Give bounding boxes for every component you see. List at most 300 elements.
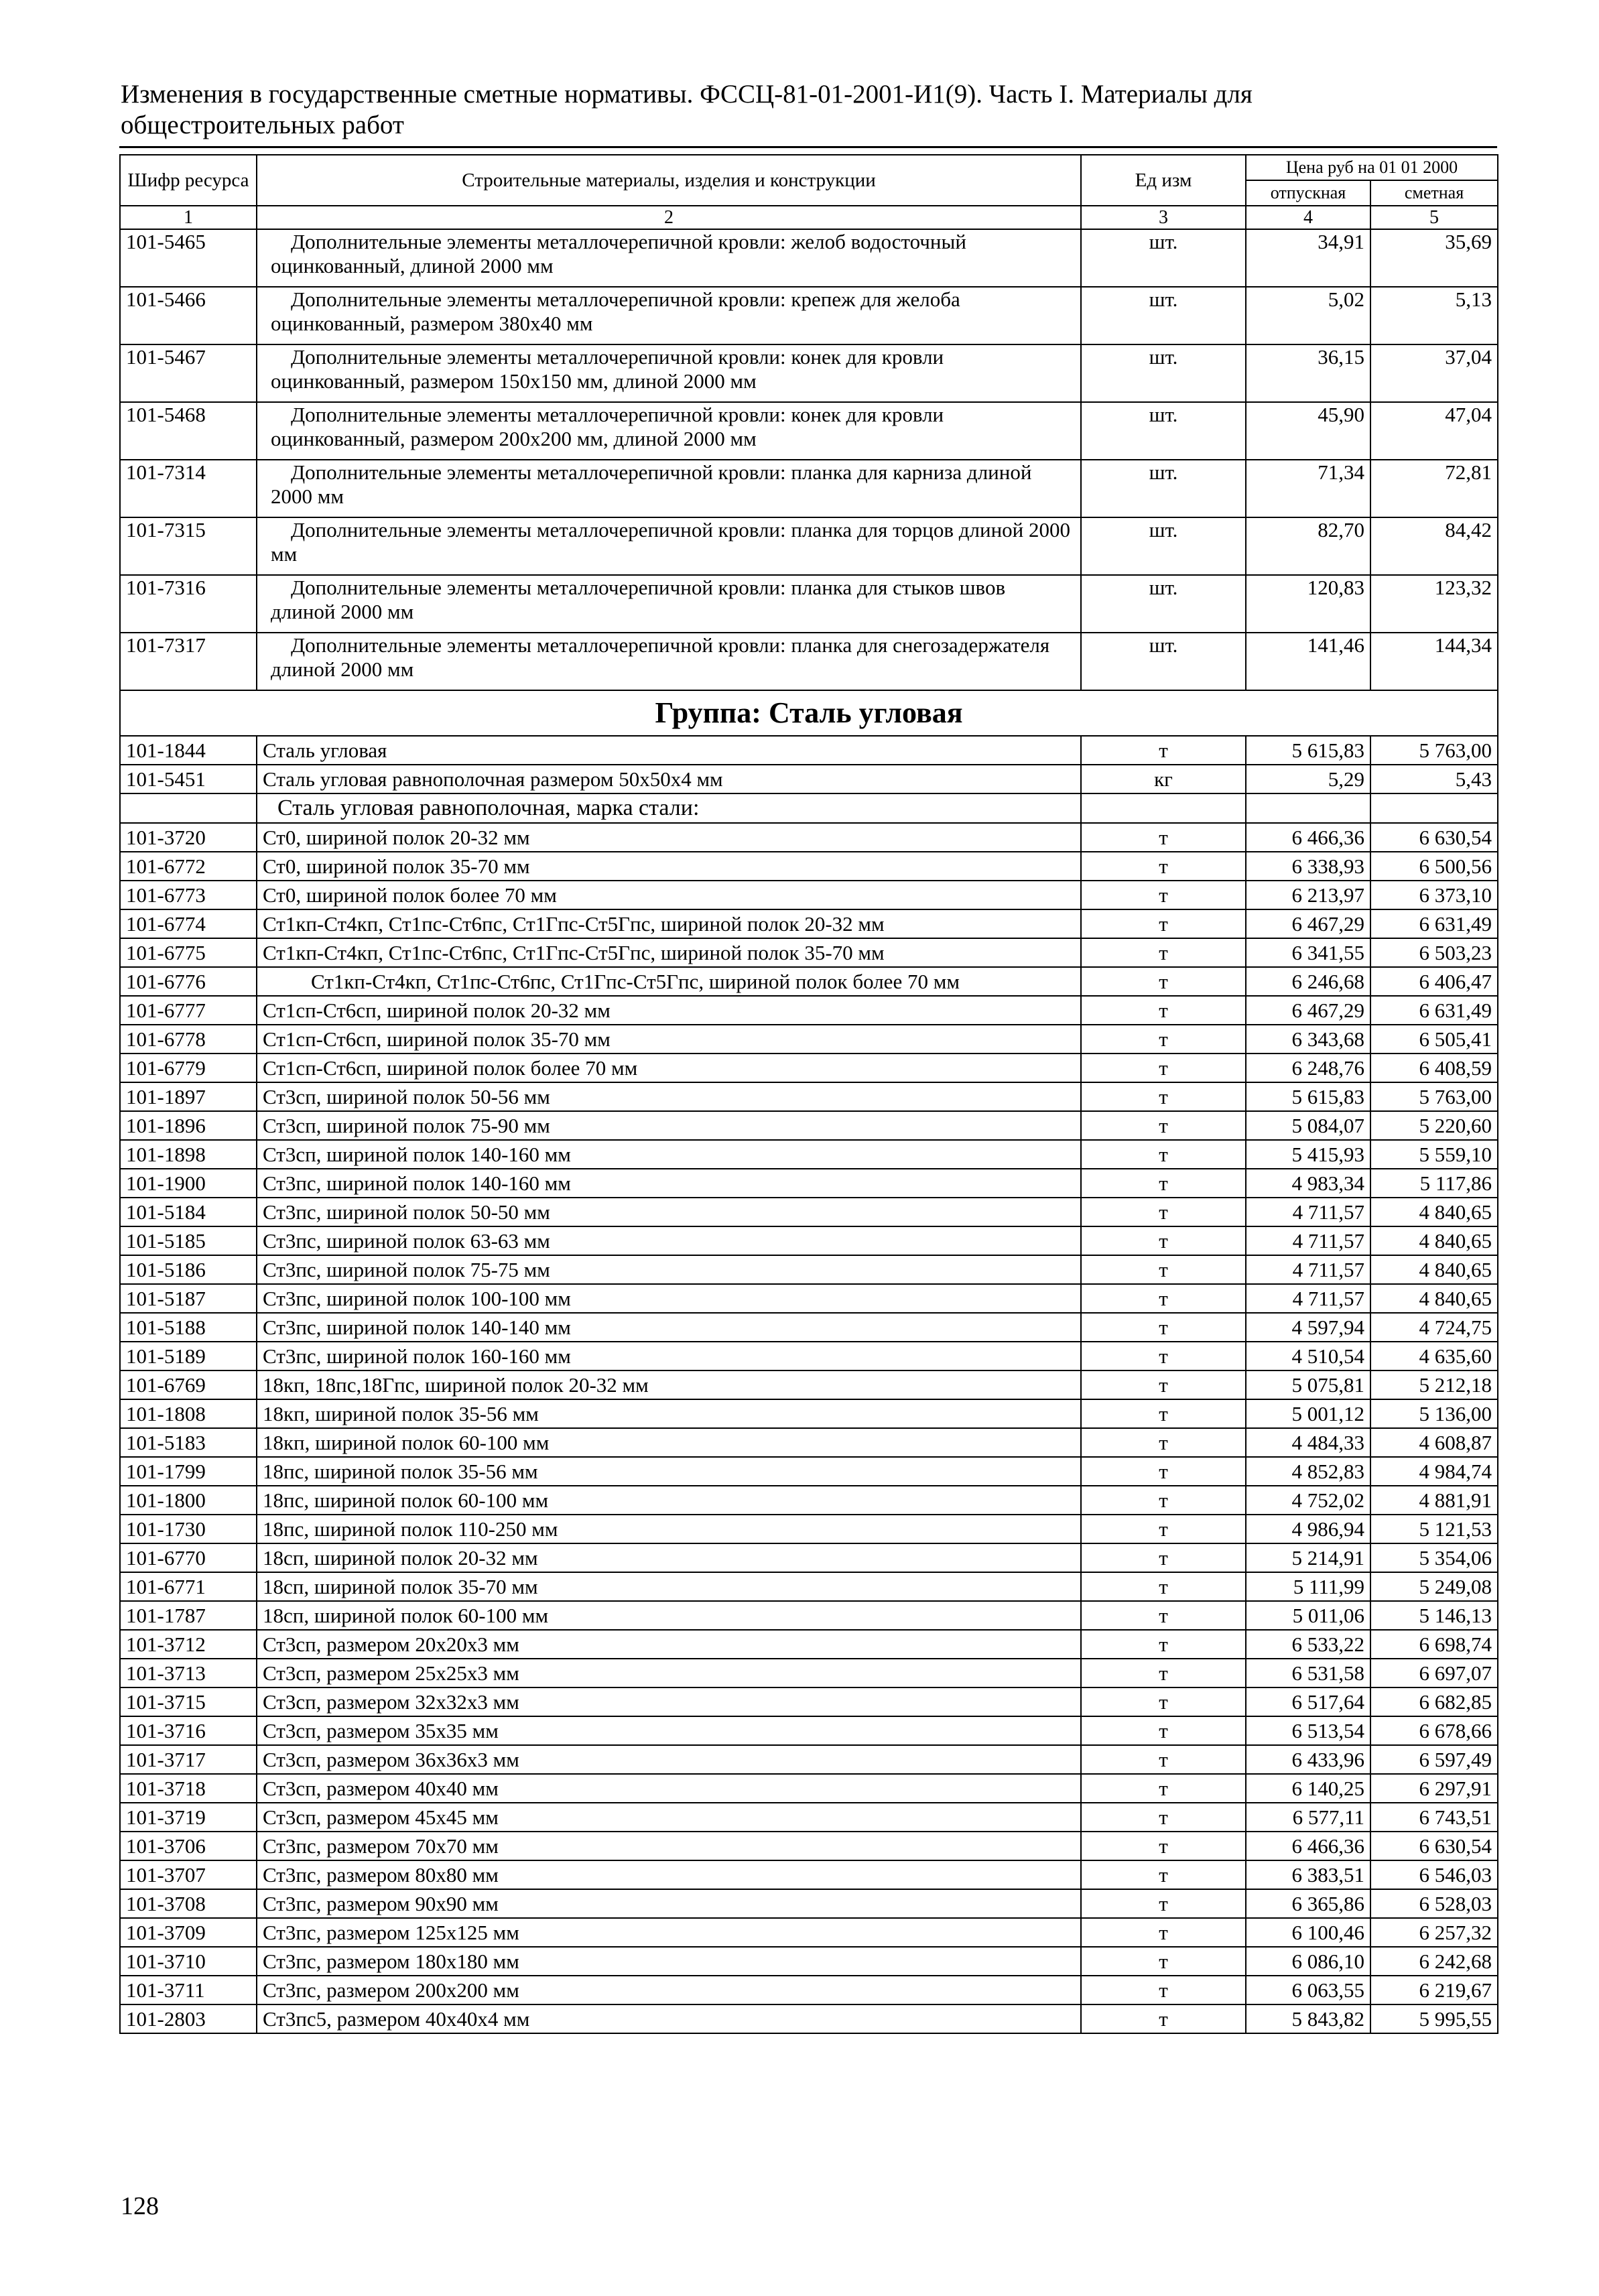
material-name: Ст3сп, шириной полок 140-160 мм xyxy=(257,1140,1081,1169)
resource-code: 101-3710 xyxy=(120,1947,257,1976)
unit-cell: т xyxy=(1081,1803,1246,1832)
subheading-blank xyxy=(120,793,257,823)
resource-code: 101-3706 xyxy=(120,1832,257,1860)
material-name: Ст3сп, размером 40x40 мм xyxy=(257,1774,1081,1803)
resource-code: 101-3720 xyxy=(120,823,257,852)
estimate-price: 6 631,49 xyxy=(1370,909,1498,938)
unit-cell: т xyxy=(1081,1601,1246,1630)
release-price: 4 983,34 xyxy=(1246,1169,1370,1198)
estimate-price: 123,32 xyxy=(1370,575,1498,633)
material-name: Ст3сп, размером 25x25x3 мм xyxy=(257,1659,1081,1687)
unit-cell: т xyxy=(1081,1515,1246,1543)
estimate-price: 4 840,65 xyxy=(1370,1226,1498,1255)
column-number: 5 xyxy=(1370,206,1498,229)
resource-code: 101-3715 xyxy=(120,1687,257,1716)
header-line-2: общестроительных работ xyxy=(121,111,404,139)
material-name: Ст3сп, шириной полок 75-90 мм xyxy=(257,1111,1081,1140)
unit-cell: т xyxy=(1081,1745,1246,1774)
unit-cell: т xyxy=(1081,852,1246,881)
unit-cell: шт. xyxy=(1081,460,1246,517)
table-row xyxy=(120,1918,1498,1947)
group-row xyxy=(120,690,1498,736)
unit-cell: т xyxy=(1081,1774,1246,1803)
unit-cell: т xyxy=(1081,1486,1246,1515)
column-number: 3 xyxy=(1081,206,1246,229)
table-row xyxy=(120,460,1498,517)
material-name: Ст3пс, шириной полок 140-140 мм xyxy=(257,1313,1081,1342)
estimate-price: 6 743,51 xyxy=(1370,1803,1498,1832)
release-price: 141,46 xyxy=(1246,633,1370,690)
estimate-price: 6 698,74 xyxy=(1370,1630,1498,1659)
column-number-row xyxy=(120,206,1498,229)
material-name: 18кп, 18пс,18Гпс, шириной полок 20-32 мм xyxy=(257,1370,1081,1399)
unit-cell: т xyxy=(1081,1054,1246,1082)
estimate-price: 4 608,87 xyxy=(1370,1428,1498,1457)
estimate-price: 6 682,85 xyxy=(1370,1687,1498,1716)
material-name: Ст3пс, размером 125x125 мм xyxy=(257,1918,1081,1947)
estimate-price: 84,42 xyxy=(1370,517,1498,575)
table-row xyxy=(120,1543,1498,1572)
resource-code: 101-6774 xyxy=(120,909,257,938)
unit-cell: т xyxy=(1081,1572,1246,1601)
resource-code: 101-3712 xyxy=(120,1630,257,1659)
release-price: 6 086,10 xyxy=(1246,1947,1370,1976)
table-row xyxy=(120,1947,1498,1976)
table-row xyxy=(120,1284,1498,1313)
estimate-price: 6 500,56 xyxy=(1370,852,1498,881)
estimate-price: 37,04 xyxy=(1370,344,1498,402)
resource-code: 101-3709 xyxy=(120,1918,257,1947)
resource-code: 101-3719 xyxy=(120,1803,257,1832)
unit-cell: т xyxy=(1081,1169,1246,1198)
table-row xyxy=(120,1803,1498,1832)
header-estimate-price: сметная xyxy=(1370,180,1498,206)
header-release-price: отпускная xyxy=(1246,180,1370,206)
table-row xyxy=(120,1313,1498,1342)
estimate-price: 6 597,49 xyxy=(1370,1745,1498,1774)
unit-cell: т xyxy=(1081,1111,1246,1140)
table-row xyxy=(120,1457,1498,1486)
material-name: 18сп, шириной полок 20-32 мм xyxy=(257,1543,1081,1572)
unit-cell: т xyxy=(1081,1543,1246,1572)
table-row xyxy=(120,1745,1498,1774)
estimate-price: 5 559,10 xyxy=(1370,1140,1498,1169)
resource-code: 101-5189 xyxy=(120,1342,257,1370)
resource-code: 101-3711 xyxy=(120,1976,257,2004)
estimate-price: 6 505,41 xyxy=(1370,1025,1498,1054)
resource-code: 101-6776 xyxy=(120,967,257,996)
resource-code: 101-7315 xyxy=(120,517,257,575)
subheading-text: Сталь угловая равнополочная, марка стали: xyxy=(257,793,1081,823)
material-name: Ст3пс, размером 200x200 мм xyxy=(257,1976,1081,2004)
table-row xyxy=(120,938,1498,967)
material-name: Дополнительные элементы металлочерепичной кровли: желоб водосточный оцинкованный, длиной 2000 мм xyxy=(257,229,1081,287)
resource-code: 101-5185 xyxy=(120,1226,257,1255)
table-row xyxy=(120,967,1498,996)
header-price: Цена руб на 01 01 2000 xyxy=(1246,155,1498,180)
unit-cell: шт. xyxy=(1081,402,1246,460)
page-header xyxy=(121,79,1501,141)
material-name: Ст3пс, размером 80x80 мм xyxy=(257,1860,1081,1889)
table-row xyxy=(120,402,1498,460)
estimate-price: 4 840,65 xyxy=(1370,1255,1498,1284)
release-price: 6 248,76 xyxy=(1246,1054,1370,1082)
unit-cell: т xyxy=(1081,736,1246,765)
estimate-price: 6 503,23 xyxy=(1370,938,1498,967)
table-row xyxy=(120,909,1498,938)
estimate-price: 6 373,10 xyxy=(1370,881,1498,909)
resource-code: 101-7317 xyxy=(120,633,257,690)
unit-cell: т xyxy=(1081,1860,1246,1889)
unit-cell: т xyxy=(1081,938,1246,967)
resource-code: 101-3716 xyxy=(120,1716,257,1745)
resource-code: 101-6773 xyxy=(120,881,257,909)
table-row xyxy=(120,1140,1498,1169)
resource-code: 101-6770 xyxy=(120,1543,257,1572)
material-name: 18сп, шириной полок 60-100 мм xyxy=(257,1601,1081,1630)
resource-code: 101-2803 xyxy=(120,2004,257,2033)
estimate-price: 6 257,32 xyxy=(1370,1918,1498,1947)
estimate-price: 6 219,67 xyxy=(1370,1976,1498,2004)
unit-cell: шт. xyxy=(1081,633,1246,690)
resource-code: 101-1896 xyxy=(120,1111,257,1140)
table-row xyxy=(120,1111,1498,1140)
resource-code: 101-3713 xyxy=(120,1659,257,1687)
resource-code: 101-6779 xyxy=(120,1054,257,1082)
release-price: 4 711,57 xyxy=(1246,1198,1370,1226)
table-row xyxy=(120,1659,1498,1687)
release-price: 5 084,07 xyxy=(1246,1111,1370,1140)
table-row xyxy=(120,1976,1498,2004)
header-line-1: Изменения в государственные сметные нормативы. ФССЦ-81-01-2001-И1(9). Часть I. Материалы для xyxy=(121,80,1253,109)
material-name: 18сп, шириной полок 35-70 мм xyxy=(257,1572,1081,1601)
material-name: Ст0, шириной полок 20-32 мм xyxy=(257,823,1081,852)
unit-cell: т xyxy=(1081,1457,1246,1486)
resource-code: 101-5468 xyxy=(120,402,257,460)
material-name: Ст3пс, шириной полок 63-63 мм xyxy=(257,1226,1081,1255)
release-price: 6 513,54 xyxy=(1246,1716,1370,1745)
unit-cell: т xyxy=(1081,1889,1246,1918)
material-name: Ст3сп, шириной полок 50-56 мм xyxy=(257,1082,1081,1111)
resource-code: 101-1844 xyxy=(120,736,257,765)
table-row xyxy=(120,1832,1498,1860)
estimate-price: 6 631,49 xyxy=(1370,996,1498,1025)
table-row xyxy=(120,229,1498,287)
unit-cell: т xyxy=(1081,2004,1246,2033)
resource-code: 101-6775 xyxy=(120,938,257,967)
table-row xyxy=(120,633,1498,690)
roofing-elements-rows xyxy=(120,229,1498,690)
estimate-price: 6 630,54 xyxy=(1370,823,1498,852)
estimate-price: 6 408,59 xyxy=(1370,1054,1498,1082)
estimate-price: 6 697,07 xyxy=(1370,1659,1498,1687)
table-row xyxy=(120,1716,1498,1745)
release-price: 6 383,51 xyxy=(1246,1860,1370,1889)
unit-cell: т xyxy=(1081,1918,1246,1947)
estimate-price: 6 678,66 xyxy=(1370,1716,1498,1745)
table-row xyxy=(120,881,1498,909)
release-price: 6 100,46 xyxy=(1246,1918,1370,1947)
unit-cell: т xyxy=(1081,881,1246,909)
estimate-price: 5 763,00 xyxy=(1370,736,1498,765)
table-row xyxy=(120,1774,1498,1803)
release-price: 6 433,96 xyxy=(1246,1745,1370,1774)
estimate-price: 4 840,65 xyxy=(1370,1198,1498,1226)
release-price: 6 341,55 xyxy=(1246,938,1370,967)
header-name: Строительные материалы, изделия и конструкции xyxy=(257,155,1081,206)
material-name: Дополнительные элементы металлочерепичной кровли: планка для торцов длиной 2000 мм xyxy=(257,517,1081,575)
material-name: Ст3пс, размером 70x70 мм xyxy=(257,1832,1081,1860)
material-name: 18пс, шириной полок 110-250 мм xyxy=(257,1515,1081,1543)
resource-code: 101-5187 xyxy=(120,1284,257,1313)
table-row xyxy=(120,1198,1498,1226)
release-price: 6 213,97 xyxy=(1246,881,1370,909)
estimate-price: 5 136,00 xyxy=(1370,1399,1498,1428)
release-price: 36,15 xyxy=(1246,344,1370,402)
release-price: 120,83 xyxy=(1246,575,1370,633)
estimate-price: 4 984,74 xyxy=(1370,1457,1498,1486)
unit-cell: т xyxy=(1081,1716,1246,1745)
estimate-price: 4 724,75 xyxy=(1370,1313,1498,1342)
table-row xyxy=(120,344,1498,402)
release-price: 6 343,68 xyxy=(1246,1025,1370,1054)
estimate-price: 4 635,60 xyxy=(1370,1342,1498,1370)
release-price: 6 246,68 xyxy=(1246,967,1370,996)
header-divider xyxy=(119,146,1497,148)
table-row xyxy=(120,1370,1498,1399)
subheading-section xyxy=(120,793,1498,823)
material-name: Ст3пс, шириной полок 140-160 мм xyxy=(257,1169,1081,1198)
material-name: Ст0, шириной полок 35-70 мм xyxy=(257,852,1081,881)
unit-cell: т xyxy=(1081,1370,1246,1399)
release-price: 6 531,58 xyxy=(1246,1659,1370,1687)
angle-steel-rows xyxy=(120,736,1498,793)
material-name: Ст3пс, размером 90x90 мм xyxy=(257,1889,1081,1918)
unit-cell: т xyxy=(1081,1313,1246,1342)
unit-cell: т xyxy=(1081,1976,1246,2004)
release-price: 6 466,36 xyxy=(1246,823,1370,852)
unit-cell: т xyxy=(1081,967,1246,996)
table-row xyxy=(120,1515,1498,1543)
release-price: 34,91 xyxy=(1246,229,1370,287)
release-price: 4 752,02 xyxy=(1246,1486,1370,1515)
table-row xyxy=(120,1399,1498,1428)
resource-code: 101-1730 xyxy=(120,1515,257,1543)
material-name: Дополнительные элементы металлочерепичной кровли: крепеж для желоба оцинкованный, размером 380x40 мм xyxy=(257,287,1081,344)
material-name: Ст3пс, шириной полок 100-100 мм xyxy=(257,1284,1081,1313)
release-price: 6 467,29 xyxy=(1246,909,1370,938)
unit-cell: т xyxy=(1081,1687,1246,1716)
table-row xyxy=(120,823,1498,852)
release-price: 4 711,57 xyxy=(1246,1255,1370,1284)
table-row xyxy=(120,1572,1498,1601)
estimate-price: 6 406,47 xyxy=(1370,967,1498,996)
resource-code: 101-5465 xyxy=(120,229,257,287)
resource-code: 101-5188 xyxy=(120,1313,257,1342)
resource-code: 101-5466 xyxy=(120,287,257,344)
estimate-price: 4 840,65 xyxy=(1370,1284,1498,1313)
unit-cell: т xyxy=(1081,1284,1246,1313)
resource-code: 101-3707 xyxy=(120,1860,257,1889)
material-name: Ст3сп, размером 45x45 мм xyxy=(257,1803,1081,1832)
resource-code: 101-6778 xyxy=(120,1025,257,1054)
release-price: 6 467,29 xyxy=(1246,996,1370,1025)
release-price: 4 711,57 xyxy=(1246,1226,1370,1255)
subheading-blank xyxy=(1370,793,1498,823)
unit-cell: т xyxy=(1081,1342,1246,1370)
table-row xyxy=(120,517,1498,575)
unit-cell: т xyxy=(1081,1832,1246,1860)
release-price: 4 986,94 xyxy=(1246,1515,1370,1543)
estimate-price: 5,13 xyxy=(1370,287,1498,344)
estimate-price: 5 212,18 xyxy=(1370,1370,1498,1399)
estimate-price: 47,04 xyxy=(1370,402,1498,460)
estimate-price: 6 242,68 xyxy=(1370,1947,1498,1976)
material-name: Ст1сп-Ст6сп, шириной полок 35-70 мм xyxy=(257,1025,1081,1054)
material-name: Ст1кп-Ст4кп, Ст1пс-Ст6пс, Ст1Гпс-Ст5Гпс, шириной полок 20-32 мм xyxy=(257,909,1081,938)
release-price: 5 214,91 xyxy=(1246,1543,1370,1572)
estimate-price: 5,43 xyxy=(1370,765,1498,793)
table-row xyxy=(120,287,1498,344)
resource-code: 101-1900 xyxy=(120,1169,257,1198)
resource-code: 101-1799 xyxy=(120,1457,257,1486)
unit-cell: шт. xyxy=(1081,229,1246,287)
resource-code: 101-5186 xyxy=(120,1255,257,1284)
resource-code: 101-5467 xyxy=(120,344,257,402)
material-name: Ст3сп, размером 36x36x3 мм xyxy=(257,1745,1081,1774)
resource-code: 101-7316 xyxy=(120,575,257,633)
unit-cell: т xyxy=(1081,1198,1246,1226)
table-row xyxy=(120,736,1498,765)
estimate-price: 5 249,08 xyxy=(1370,1572,1498,1601)
material-name: Сталь угловая xyxy=(257,736,1081,765)
release-price: 45,90 xyxy=(1246,402,1370,460)
resource-code: 101-3708 xyxy=(120,1889,257,1918)
material-name: 18пс, шириной полок 35-56 мм xyxy=(257,1457,1081,1486)
table-row xyxy=(120,1860,1498,1889)
release-price: 5,29 xyxy=(1246,765,1370,793)
unit-cell: т xyxy=(1081,1082,1246,1111)
estimate-price: 6 528,03 xyxy=(1370,1889,1498,1918)
table-row xyxy=(120,765,1498,793)
material-name: Дополнительные элементы металлочерепичной кровли: планка для снегозадержателя длиной 2000 мм xyxy=(257,633,1081,690)
estimate-price: 4 881,91 xyxy=(1370,1486,1498,1515)
release-price: 5 615,83 xyxy=(1246,736,1370,765)
release-price: 6 365,86 xyxy=(1246,1889,1370,1918)
release-price: 4 597,94 xyxy=(1246,1313,1370,1342)
resource-code: 101-6769 xyxy=(120,1370,257,1399)
resource-code: 101-7314 xyxy=(120,460,257,517)
material-name: Ст3пс, размером 180x180 мм xyxy=(257,1947,1081,1976)
release-price: 6 140,25 xyxy=(1246,1774,1370,1803)
release-price: 5 111,99 xyxy=(1246,1572,1370,1601)
material-name: Сталь угловая равнополочная размером 50x50x4 мм xyxy=(257,765,1081,793)
material-name: Ст1сп-Ст6сп, шириной полок 20-32 мм xyxy=(257,996,1081,1025)
resource-code: 101-5184 xyxy=(120,1198,257,1226)
estimate-price: 5 354,06 xyxy=(1370,1543,1498,1572)
unit-cell: шт. xyxy=(1081,344,1246,402)
resource-code: 101-1898 xyxy=(120,1140,257,1169)
estimate-price: 6 546,03 xyxy=(1370,1860,1498,1889)
estimate-price: 144,34 xyxy=(1370,633,1498,690)
table-row xyxy=(120,852,1498,881)
resource-code: 101-1800 xyxy=(120,1486,257,1515)
material-name: Дополнительные элементы металлочерепичной кровли: конек для кровли оцинкованный, размером 150x150 мм, длиной 2000 мм xyxy=(257,344,1081,402)
release-price: 6 338,93 xyxy=(1246,852,1370,881)
estimate-price: 6 297,91 xyxy=(1370,1774,1498,1803)
unit-cell: т xyxy=(1081,1255,1246,1284)
unit-cell: т xyxy=(1081,1226,1246,1255)
table-row xyxy=(120,1428,1498,1457)
unit-cell: т xyxy=(1081,1140,1246,1169)
unit-cell: кг xyxy=(1081,765,1246,793)
material-name: Ст3сп, размером 20x20x3 мм xyxy=(257,1630,1081,1659)
material-name: Дополнительные элементы металлочерепичной кровли: планка для карниза длиной 2000 мм xyxy=(257,460,1081,517)
estimate-price: 6 630,54 xyxy=(1370,1832,1498,1860)
estimate-price: 72,81 xyxy=(1370,460,1498,517)
material-name: Дополнительные элементы металлочерепичной кровли: конек для кровли оцинкованный, размером 200x200 мм, длиной 2000 мм xyxy=(257,402,1081,460)
subheading-blank xyxy=(1081,793,1246,823)
material-name: Ст3пс5, размером 40x40x4 мм xyxy=(257,2004,1081,2033)
subheading-blank xyxy=(1246,793,1370,823)
table-row xyxy=(120,1601,1498,1630)
resource-code: 101-5451 xyxy=(120,765,257,793)
material-name: Ст3пс, шириной полок 160-160 мм xyxy=(257,1342,1081,1370)
release-price: 4 484,33 xyxy=(1246,1428,1370,1457)
column-number: 4 xyxy=(1246,206,1370,229)
page-number: 128 xyxy=(121,2192,159,2220)
unit-cell: шт. xyxy=(1081,287,1246,344)
unit-cell: т xyxy=(1081,1025,1246,1054)
estimate-price: 35,69 xyxy=(1370,229,1498,287)
resource-code: 101-3718 xyxy=(120,1774,257,1803)
unit-cell: т xyxy=(1081,1659,1246,1687)
release-price: 6 577,11 xyxy=(1246,1803,1370,1832)
table-row xyxy=(120,1486,1498,1515)
group-title: Группа: Сталь угловая xyxy=(120,690,1498,736)
material-name: Ст3пс, шириной полок 50-50 мм xyxy=(257,1198,1081,1226)
table-row xyxy=(120,1255,1498,1284)
resource-code: 101-1808 xyxy=(120,1399,257,1428)
table-row xyxy=(120,1054,1498,1082)
release-price: 6 517,64 xyxy=(1246,1687,1370,1716)
column-number: 1 xyxy=(120,206,257,229)
material-name: Ст1сп-Ст6сп, шириной полок более 70 мм xyxy=(257,1054,1081,1082)
table-row xyxy=(120,575,1498,633)
estimate-price: 5 763,00 xyxy=(1370,1082,1498,1111)
table-row xyxy=(120,1226,1498,1255)
release-price: 5 001,12 xyxy=(1246,1399,1370,1428)
resource-code: 101-5183 xyxy=(120,1428,257,1457)
material-name: 18пс, шириной полок 60-100 мм xyxy=(257,1486,1081,1515)
resource-code: 101-1787 xyxy=(120,1601,257,1630)
release-price: 4 852,83 xyxy=(1246,1457,1370,1486)
material-name: 18кп, шириной полок 60-100 мм xyxy=(257,1428,1081,1457)
table-row xyxy=(120,1630,1498,1659)
table-row xyxy=(120,1082,1498,1111)
resource-price-table xyxy=(119,154,1498,2034)
column-number: 2 xyxy=(257,206,1081,229)
table-row xyxy=(120,996,1498,1025)
group-section xyxy=(120,690,1498,736)
resource-code: 101-3717 xyxy=(120,1745,257,1774)
table-row xyxy=(120,1342,1498,1370)
release-price: 82,70 xyxy=(1246,517,1370,575)
material-name: Ст3сп, размером 35x35 мм xyxy=(257,1716,1081,1745)
header-unit: Ед изм xyxy=(1081,155,1246,206)
release-price: 5 615,83 xyxy=(1246,1082,1370,1111)
release-price: 5 415,93 xyxy=(1246,1140,1370,1169)
